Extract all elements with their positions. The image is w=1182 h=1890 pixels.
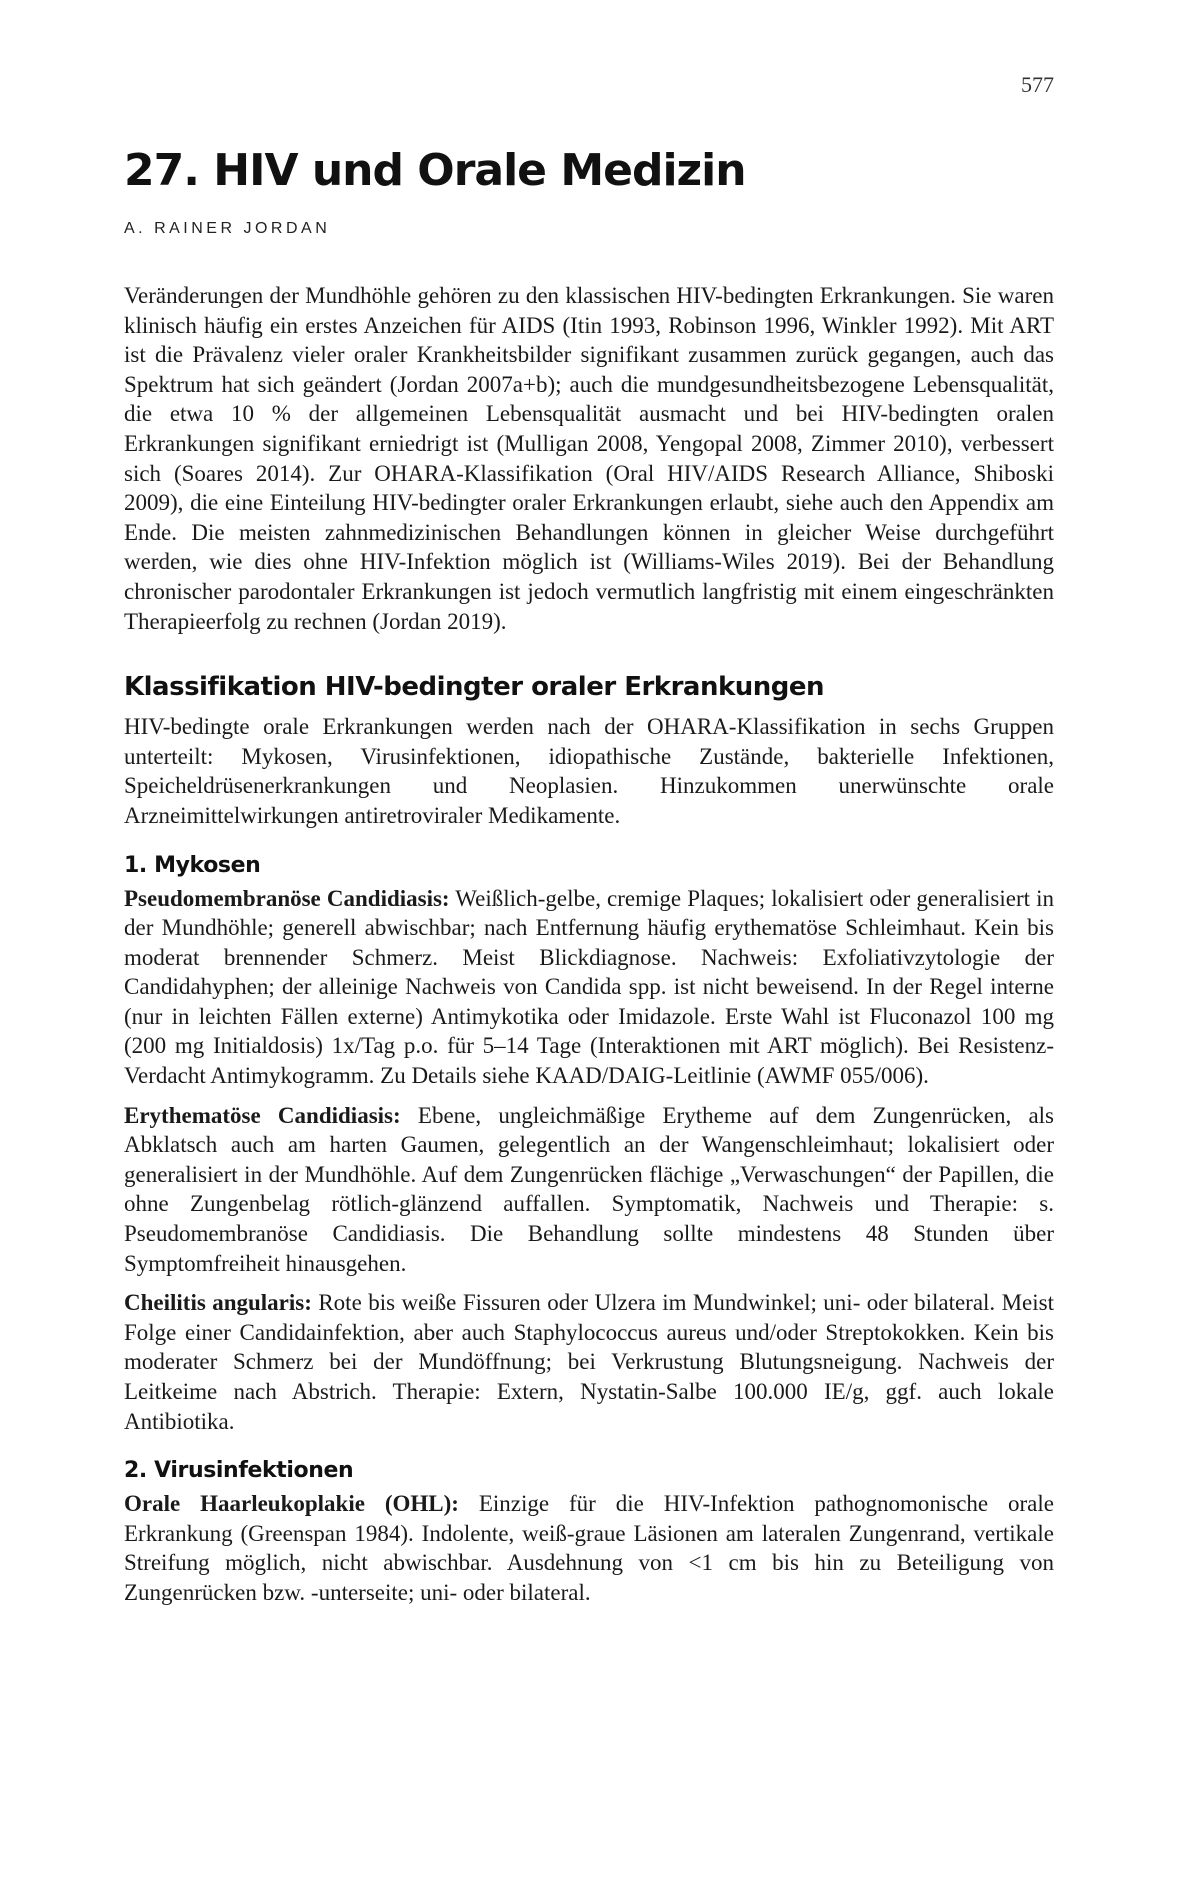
- entry-orale-haarleukoplakie: [124, 1489, 1054, 1607]
- entry-text: Weißlich-gelbe, cremige Plaques; lokalisiert oder generalisiert in der Mundhöhle; generell abwischbar; nach Entfernung häufig erythematöse Schleimhaut. Kein bis moderat brennender Schmerz. Meist Blickdiagnose. Nachweis: Exfoliativzytologie der Candidahyphen; der alleinige Nachweis von Candida spp. ist nicht beweisend. In der Regel interne (nur in leichten Fällen externe) Antimykotika oder Imidazole. Erste Wahl ist Fluconazol 100 mg (200 mg Initialdosis) 1x/Tag p.o. für 5–14 Tage (Interaktionen mit ART möglich). Bei Resistenz-Verdacht Antimykogramm. Zu Details siehe KAAD/DAIG-Leitlinie (AWMF 055/006).: [124, 885, 1054, 1089]
- chapter-title: 27. HIV und Orale Medizin: [124, 145, 746, 196]
- entry-term: Erythematöse Candidiasis:: [124, 1102, 401, 1128]
- entry-term: Pseudomembranöse Candidiasis:: [124, 885, 450, 911]
- page-number: 577: [1021, 72, 1054, 97]
- entry-term: Orale Haarleukoplakie (OHL):: [124, 1491, 459, 1517]
- classification-paragraph: HIV-bedingte orale Erkrankungen werden nach der OHARA-Klassifikation in sechs Gruppen unterteilt: Mykosen, Virusinfektionen, idiopathische Zustände, bakterielle Infektionen, Speicheldrüsenerkrankungen und Neoplasien. Hinzukommen unerwünschte orale Arzneimittelwirkungen antiretroviraler Medikamente.: [124, 714, 1054, 828]
- intro-paragraph: Veränderungen der Mundhöhle gehören zu den klassischen HIV-bedingten Erkrankungen. Sie waren klinisch häufig ein erstes Anzeichen für AIDS (Itin 1993, Robinson 1996, Winkler 1992). Mit ART ist die Prävalenz vieler oraler Krankheitsbilder signifikant zusammen zurück gegangen, auch das Spektrum hat sich geändert (Jordan 2007a+b); auch die mundgesundheitsbezogene Lebensqualität, die etwa 10 % der allgemeinen Lebensqualität ausmacht und bei HIV-bedingten oralen Erkrankungen signifikant erniedrigt ist (Mulligan 2008, Yengopal 2008, Zimmer 2010), verbessert sich (Soares 2014). Zur OHARA-Klassifikation (Oral HIV/AIDS Research Alliance, Shiboski 2009), die eine Einteilung HIV-bedingter oraler Erkrankungen erlaubt, siehe auch den Appendix am Ende. Die meisten zahnmedizinischen Behandlungen können in gleicher Weise durchgeführt werden, wie dies ohne HIV-Infektion möglich ist (Williams-Wiles 2019). Bei der Behandlung chronischer parodontaler Erkrankungen ist jedoch vermutlich langfristig mit einem eingeschränkten Therapieerfolg zu rechnen (Jordan 2019).: [124, 283, 1054, 634]
- entry-cheilitis-angularis: [124, 1288, 1054, 1436]
- entry-term: Cheilitis angularis:: [124, 1290, 312, 1316]
- entry-pseudomembranoese-candidiasis: [124, 884, 1054, 1091]
- entry-text: Einzige für die HIV-Infektion pathognomonische orale Erkrankung (Greenspan 1984). Indolente, weiß-graue Läsionen am lateralen Zungenrand, vertikale Streifung möglich, nicht abwischbar. Ausdehnung von <1 cm bis hin zu Beteiligung von Zungenrücken bzw. -unterseite; uni- oder bilateral.: [124, 1491, 1054, 1605]
- entry-text: Rote bis weiße Fissuren oder Ulzera im Mundwinkel; uni- oder bilateral. Meist Folge einer Candidainfektion, aber auch Staphylococcus aureus und/oder Streptokokken. Kein bis moderater Schmerz bei der Mundöffnung; bei Verkrustung Blutungsneigung. Nachweis der Leitkeime nach Abstrich. Therapie: Extern, Nystatin-Salbe 100.000 IE/g, ggf. auch lokale Antibiotika.: [124, 1290, 1054, 1434]
- section-title-classification: Klassifikation HIV-bedingter oraler Erkrankungen: [124, 672, 825, 703]
- subsection-title-virusinfektionen: 2. Virusinfektionen: [124, 1458, 354, 1484]
- entry-text: Ebene, ungleichmäßige Erytheme auf dem Zungenrücken, als Abklatsch auch am harten Gaumen, gelegentlich an der Wangenschleimhaut; lokalisiert oder generalisiert in der Mundhöhle. Auf dem Zungenrücken flächige „Verwaschungen“ der Papillen, die ohne Zungenbelag rötlich-glänzend auffallen. Symptomatik, Nachweis und Therapie: s. Pseudomembranöse Candidiasis. Die Behandlung sollte mindestens 48 Stunden über Symptomfreiheit hinausgehen.: [124, 1102, 1054, 1276]
- subsection-title-mykosen: 1. Mykosen: [124, 852, 261, 878]
- chapter-author: A. RAINER JORDAN: [124, 220, 331, 237]
- page-content: [124, 145, 1054, 1618]
- entry-erythematoese-candidiasis: [124, 1101, 1054, 1279]
